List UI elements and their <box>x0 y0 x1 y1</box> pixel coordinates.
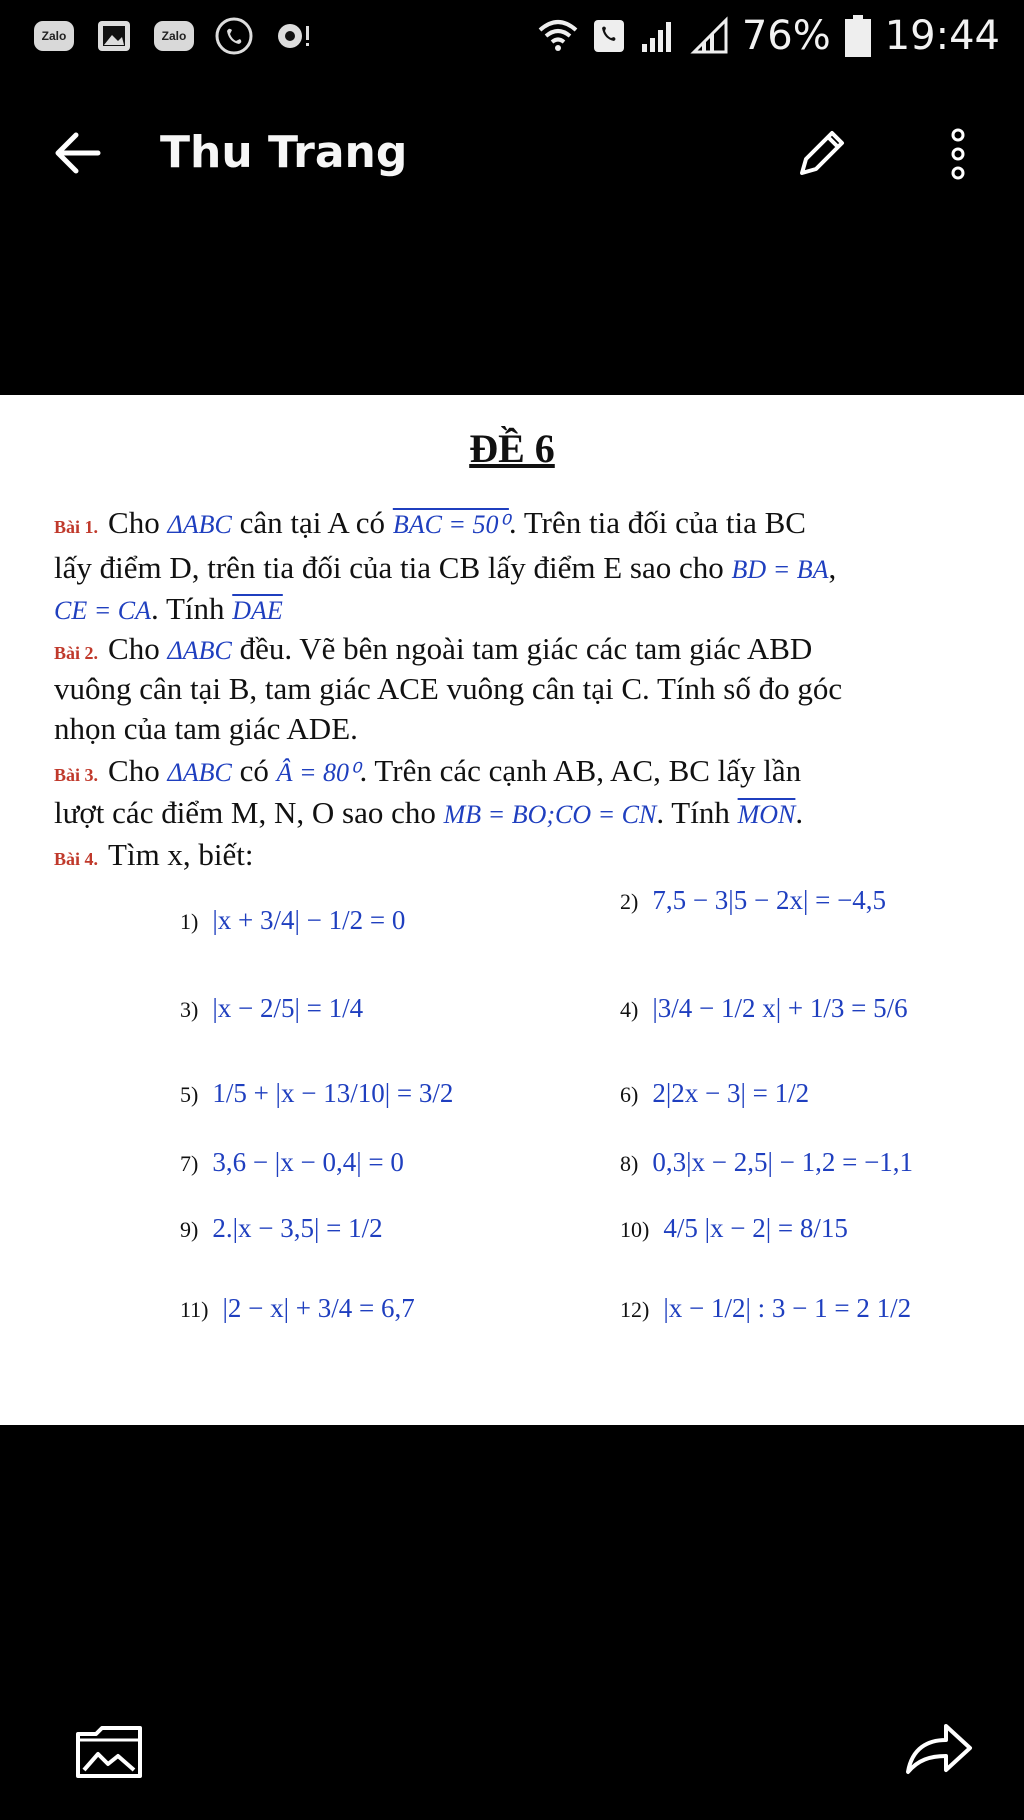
bai2-math: ΔABC <box>167 636 232 665</box>
bai2-line1 <box>54 631 812 667</box>
bai3-text: có <box>239 753 269 788</box>
equation-number: 3) <box>180 997 199 1022</box>
equation-expr: 7,5 − 3|5 − 2x| = −4,5 <box>652 885 887 915</box>
gallery-folder-icon <box>72 1720 146 1782</box>
equation-expr: |x − 1/2| : 3 − 1 = 2 1/2 <box>663 1293 912 1323</box>
equation-number: 4) <box>620 997 639 1022</box>
equation-5 <box>180 1078 453 1109</box>
zalo-notification-icon-2 <box>154 18 194 54</box>
bai1-text: lấy điểm D, trên tia đối của tia CB lấy điểm E sao cho <box>54 550 724 585</box>
back-button[interactable] <box>50 125 106 181</box>
bai4-text: Tìm x, biết: <box>108 837 254 872</box>
system-status <box>536 13 1000 59</box>
bai1-math: CE = CA <box>54 596 151 625</box>
bai1-label: Bài 1. <box>54 517 99 537</box>
bai3-text: Cho <box>108 753 160 788</box>
pencil-icon <box>790 123 852 185</box>
equation-expr: |3/4 − 1/2 x| + 1/3 = 5/6 <box>652 993 908 1023</box>
bai3-label: Bài 3. <box>54 765 99 785</box>
clock: 19:44 <box>884 13 1000 59</box>
signal-icon-2 <box>690 16 730 56</box>
bai3-text: . Tính <box>656 795 730 830</box>
more-options-button[interactable] <box>940 123 976 185</box>
equation-expr: 2.|x − 3,5| = 1/2 <box>212 1213 383 1243</box>
equation-expr: 0,3|x − 2,5| − 1,2 = −1,1 <box>652 1147 914 1177</box>
document-title: ĐỀ 6 <box>469 426 555 471</box>
wifi-icon <box>536 14 580 58</box>
equation-number: 6) <box>620 1082 639 1107</box>
equation-3 <box>180 993 363 1024</box>
bai1-text: , <box>828 550 837 585</box>
equation-8 <box>620 1147 913 1178</box>
equation-number: 1) <box>180 909 199 934</box>
equation-1 <box>180 905 405 936</box>
battery-icon <box>843 13 873 59</box>
bai1-line3 <box>54 591 283 627</box>
bai3-line1 <box>54 753 801 789</box>
equation-9 <box>180 1213 383 1244</box>
bai1-math: $\overline{DAE}$ <box>232 596 283 625</box>
equation-number: 2) <box>620 889 639 914</box>
bai3-text: lượt các điểm M, N, O sao cho <box>54 795 436 830</box>
equation-11 <box>180 1293 415 1324</box>
more-vertical-icon <box>940 123 976 185</box>
zalo-badge-text: Zalo <box>34 21 74 51</box>
equation-number: 5) <box>180 1082 199 1107</box>
equation-expr: 3,6 − |x − 0,4| = 0 <box>212 1147 404 1177</box>
bai3-math: $\overline{MON}$ <box>737 800 796 829</box>
bai2-text: Cho <box>108 631 160 666</box>
equation-number: 8) <box>620 1151 639 1176</box>
equation-6 <box>620 1078 809 1109</box>
app-bar <box>0 105 1024 201</box>
back-arrow-icon <box>50 125 106 181</box>
bai1-text: . Trên tia đối của tia BC <box>508 505 806 540</box>
gallery-notification-icon <box>94 18 134 54</box>
equation-expr: 1/5 + |x − 13/10| = 3/2 <box>212 1078 454 1108</box>
bai3-math: Â = 80⁰ <box>276 758 360 787</box>
notification-icons <box>34 18 314 54</box>
equation-expr: 2|2x − 3| = 1/2 <box>652 1078 810 1108</box>
equation-number: 9) <box>180 1217 199 1242</box>
bai3-math: ΔABC <box>167 758 232 787</box>
bai2-line3: nhọn của tam giác ADE. <box>54 711 358 746</box>
equation-7 <box>180 1147 404 1178</box>
equation-expr: 4/5 |x − 2| = 8/15 <box>663 1213 848 1243</box>
bai2-text: đều. Vẽ bên ngoài tam giác các tam giác ABD <box>239 631 813 666</box>
equation-12 <box>620 1293 911 1324</box>
bai4-label: Bài 4. <box>54 849 99 869</box>
bai4-line1 <box>54 837 254 873</box>
battery-percentage: 76% <box>741 13 831 59</box>
equation-number: 10) <box>620 1217 650 1242</box>
equation-10 <box>620 1213 848 1244</box>
messenger-notification-icon <box>274 18 314 54</box>
bai1-text: . Tính <box>151 591 225 626</box>
equation-number: 11) <box>180 1297 209 1322</box>
bai3-math: MB = BO;CO = CN <box>443 800 657 829</box>
share-forward-icon <box>902 1718 974 1780</box>
bai1-line2 <box>54 550 836 586</box>
bai1-text: cân tại A có <box>239 505 386 540</box>
bai1-text: Cho <box>108 505 160 540</box>
bai3-text: . Trên các cạnh AB, AC, BC lấy lần <box>359 753 802 788</box>
equation-2 <box>620 885 886 916</box>
edit-button[interactable] <box>790 123 852 185</box>
bai1-math: BAC = 50⁰ <box>392 510 509 539</box>
share-button[interactable] <box>902 1718 974 1780</box>
bai1-math: BD = BA <box>731 555 829 584</box>
signal-icon-1 <box>638 16 678 56</box>
conversation-title: Thu Trang <box>160 127 408 178</box>
bai2-label: Bài 2. <box>54 643 99 663</box>
bai1-math: ΔABC <box>167 510 232 539</box>
bai3-text: . <box>795 795 804 830</box>
bai1-line1 <box>54 505 806 541</box>
equation-number: 7) <box>180 1151 199 1176</box>
equation-expr: |x − 2/5| = 1/4 <box>212 993 364 1023</box>
missed-call-icon <box>214 18 254 54</box>
equation-4 <box>620 993 908 1024</box>
call-icon <box>592 16 626 56</box>
bai3-line2 <box>54 795 803 831</box>
status-bar <box>0 0 1024 72</box>
equation-expr: |2 − x| + 3/4 = 6,7 <box>222 1293 415 1323</box>
bai2-line2: vuông cân tại B, tam giác ACE vuông cân tại C. Tính số đo góc <box>54 671 843 706</box>
zalo-notification-icon <box>34 18 74 54</box>
open-gallery-button[interactable] <box>72 1720 146 1782</box>
zalo-badge-text-2: Zalo <box>154 21 194 51</box>
document-image[interactable] <box>0 395 1024 1425</box>
equation-number: 12) <box>620 1297 650 1322</box>
equation-expr: |x + 3/4| − 1/2 = 0 <box>212 905 406 935</box>
